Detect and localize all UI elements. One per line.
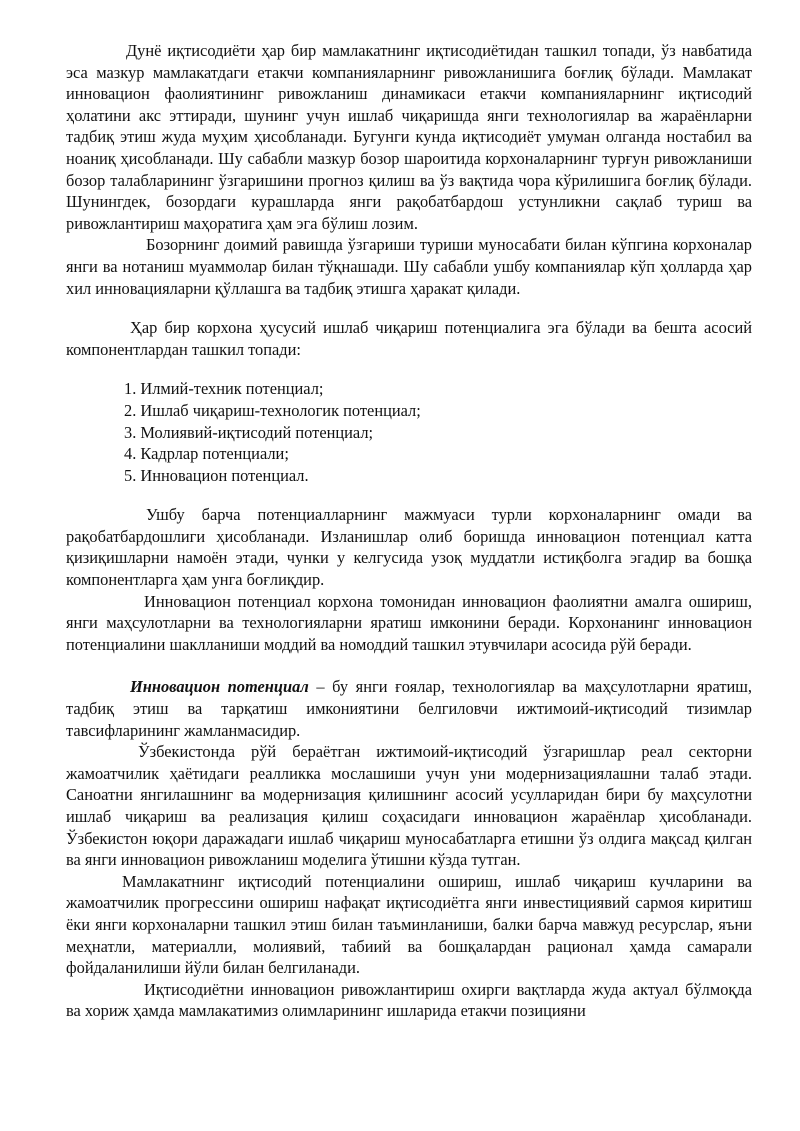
- spacer: [66, 360, 752, 378]
- list-item: 1. Илмий-техник потенциал;: [124, 379, 324, 399]
- definition-text: – бу янги ғоялар, технологиялар ва маҳсулотларни яратиш, тадбиқ этиш ва тарқатиш имкониятини белгиловчи ижтимоий-иқтисодий тизимлар тавсифларининг жамланмасидир.: [66, 677, 753, 740]
- list-item: 5. Инновацион потенциал.: [124, 465, 309, 485]
- paragraph-9: Иқтисодиётни инновацион ривожлантириш охирги вақтларда жуда актуал бўлмоқда ва хориж ҳамда мамлакатимиз олимларининг ишларида етакчи позицияни: [66, 979, 752, 1021]
- paragraph-6: [66, 676, 752, 741]
- paragraph-7: Ўзбекистонда рўй бераётган ижтимоий-иқтисодий ўзгаришлар реал секторни жамоатчилик ҳаётидаги реалликка мослашиши учун уни модернизациялашни талаб этади. Саноатни янгилашнинг ва модернизация қилишнинг асосий усулларидан бири бу маҳсулотни ишлаб чиқариш ва реализация қилиш соҳасидаги инновацион жараёнлар ҳисобланади. Ўзбекистон юқори даражадаги ишлаб чиқариш муносабатларга етишни ўз олдига мақсад қилган ва янги инновацион ривожланиш моделига ўтишни кўзда тутган.: [66, 742, 752, 870]
- paragraph-1: Дунё иқтисодиёти ҳар бир мамлакатнинг иқтисодиётидан ташкил топади, ўз навбатида эса мазкур мамлакатдаги етакчи компанияларнинг ривожланишига боғлиқ бўлади. Мамлакат инновацион фаолиятининг ривожланиш динамикаси етакчи компанияларнинг иқтисодий ҳолатини акс эттиради, шунинг учун ишлаб чиқаришда янги технологиялар ва жараёнларни тадбиқ этиш жуда муҳим ҳисобланади. Бугунги кунда иқтисодиёт умуман олганда ностабил ва ноаниқ ҳисобланади. Шу сабабли мазкур бозор шароитида корхоналарнинг турғун ривожланиши бозор талабларининг ўзгаришини прогноз қилиш ва ўз вақтида чора кўрилишига боғлиқ бўлади. Шунингдек, бозордаги курашларда янги рақобатбардош устунликни сақлаб туриш ва ривожлантириш маҳоратига ҳам эга бўлиш лозим.: [66, 41, 752, 233]
- list-item: 2. Ишлаб чиқариш-технологик потенциал;: [124, 400, 421, 420]
- spacer: [66, 299, 752, 317]
- list-item: 4. Кадрлар потенциали;: [124, 444, 289, 464]
- paragraph-4: Ушбу барча потенциалларнинг мажмуаси турли корхоналарнинг омади ва рақобатбардошлиги ҳисобланади. Изланишлар олиб боришда инновацион потенциал катта қизиқишларни намоён этади, чунки у келгусида узоқ муддатли истиқболга эгадир ва бошқа компонентларга ҳам унга боғлиқдир.: [66, 505, 752, 590]
- paragraph-3: Ҳар бир корхона ҳусусий ишлаб чиқариш потенциалига эга бўлади ва бешта асосий компонентлардан ташкил топади:: [66, 318, 752, 359]
- list-item: 3. Молиявий-иқтисодий потенциал;: [124, 422, 374, 442]
- spacer: [66, 486, 752, 504]
- paragraph-5: Инновацион потенциал корхона томонидан инновацион фаолиятни амалга ошириш, янги маҳсулотларни ва технологияларни яратиш имконини беради. Корхонанинг инновацион потенциалини шаклланиши моддий ва номоддий ташкил этувчилари асосида рўй беради.: [66, 591, 752, 654]
- component-list: [66, 378, 752, 486]
- spacer: [66, 655, 752, 676]
- paragraph-8: Мамлакатнинг иқтисодий потенциалини ошириш, ишлаб чиқариш кучларини ва жамоатчилик прогрессини ошириш нафақат иқтисодиётга янги инвестициявий сармоя киритиш ёки янги корхоналарни ташкил этиш билан таъминланиши, балки барча мавжуд ресурслар, яъни меҳнатли, материалли, молиявий, табиий ва бошқалардан рационал ҳамда самарали фойдаланилиши йўли билан белгиланади.: [66, 871, 752, 978]
- paragraph-2: Бозорнинг доимий равишда ўзгариши туриши муносабати билан кўпгина корхоналар янги ва нотаниш муаммолар билан тўқнашади. Шу сабабли ушбу компаниялар кўп ҳолларда ҳар хил инновацияларни қўллашга ва тадбиқ этишга ҳаракат қилади.: [66, 235, 752, 298]
- definition-term: Инновацион потенциал: [130, 677, 309, 697]
- document-page: [66, 40, 752, 1022]
